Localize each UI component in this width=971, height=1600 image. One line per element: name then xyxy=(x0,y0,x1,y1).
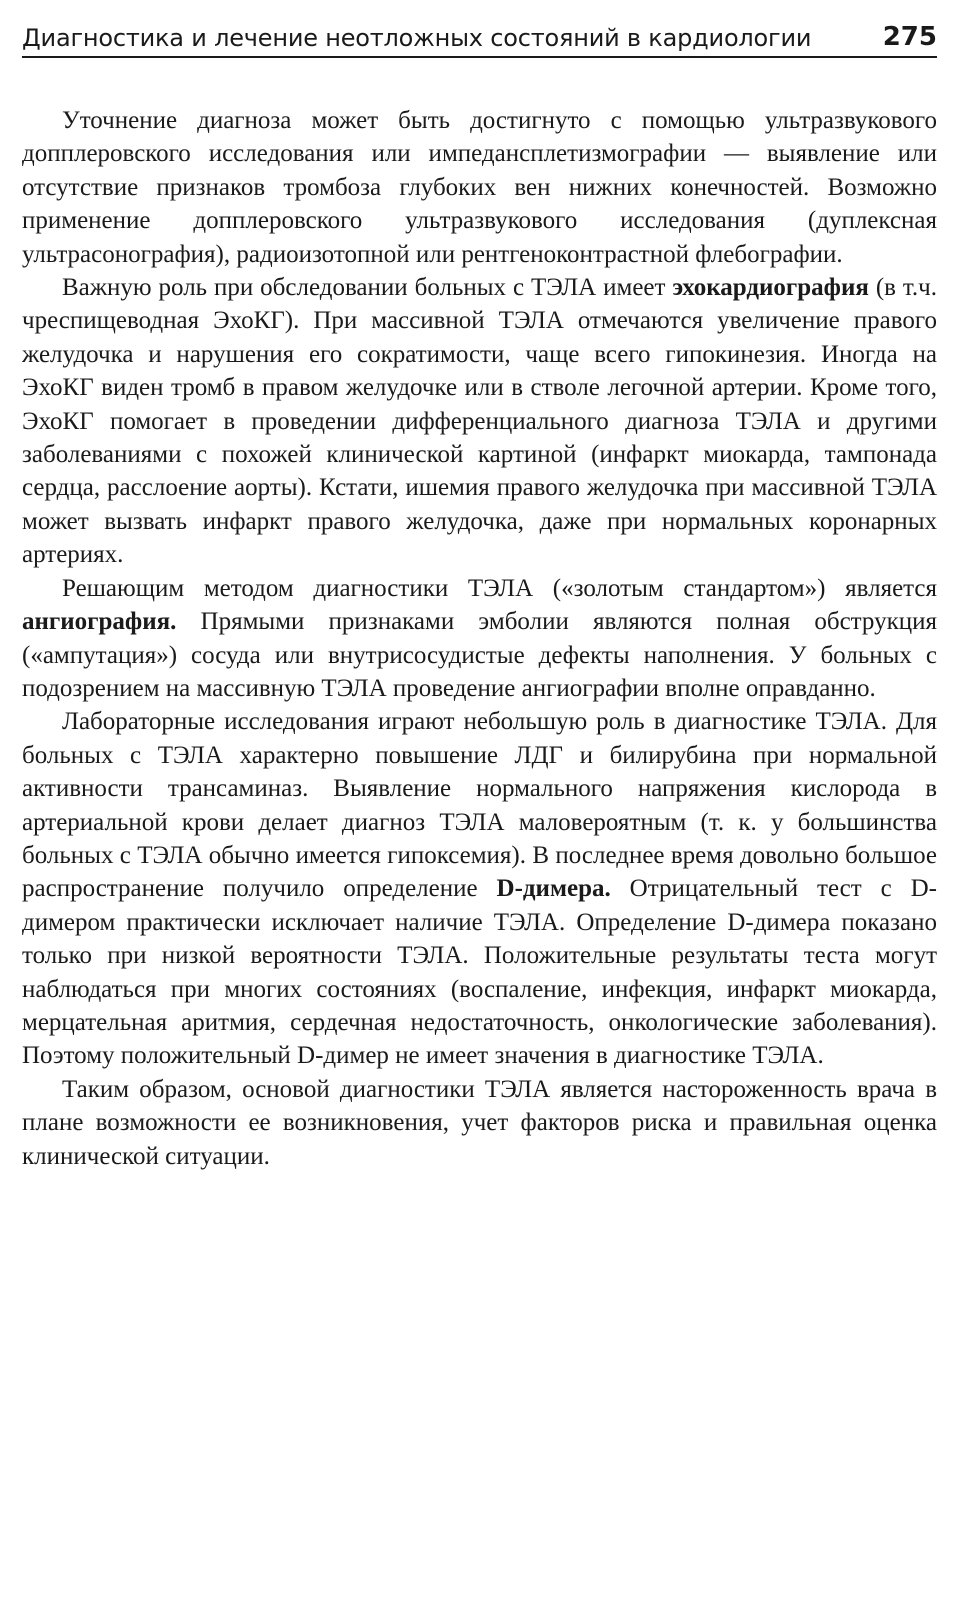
paragraph-text: Важную роль при обследовании больных с ТЭЛА имеет xyxy=(62,274,673,302)
paragraph-text: Прямыми признаками эмболии являются полная обструкция («ампутация») сосуда или внутрисосудистые дефекты наполнения. У больных с подозрением на массивную ТЭЛА проведение ангиографии вполне оправданно. xyxy=(22,608,937,702)
page-number: 275 xyxy=(882,22,937,52)
running-header xyxy=(22,18,937,58)
paragraph-angiography xyxy=(22,572,937,706)
paragraph-text: (в т.ч. чреспищеводная ЭхоКГ). При массивной ТЭЛА отмечаются увеличение правого желудочка и нарушения его сократимости, чаще всего гипокинезия. Иногда на ЭхоКГ виден тромб в правом желудочке или в стволе легочной артерии. Кроме того, ЭхоКГ помогает в проведении дифференциального диагноза ТЭЛА и другими заболеваниями с похожей клинической картиной (инфаркт миокарда, тампонада сердца, расслоение аорты). Кстати, ишемия правого желудочка при массивной ТЭЛА может вызвать инфаркт правого желудочка, даже при нормальных коронарных артериях. xyxy=(22,274,937,569)
paragraph-conclusion: Таким образом, основой диагностики ТЭЛА является настороженность врача в плане возможности ее возникновения, учет факторов риска и правильная оценка клинической ситуации. xyxy=(22,1075,937,1170)
term-echocardiography: эхокардиография xyxy=(672,274,869,302)
term-angiography: ангиография. xyxy=(22,608,177,636)
paragraph-laboratory xyxy=(22,705,937,1072)
paragraph-text: Отрицательный тест с D-димером практически исключает наличие ТЭЛА. Определение D-димера показано только при низкой вероятности ТЭЛА. Положительные результаты теста могут наблюдаться при многих состояниях (воспаление, инфекция, инфаркт миокарда, мерцательная аритмия, сердечная недостаточность, онкологические заболевания). Поэтому положительный D-димер не имеет значения в диагностике ТЭЛА. xyxy=(22,875,937,1070)
paragraph-echocardiography xyxy=(22,271,937,572)
paragraph-text: Лабораторные исследования играют небольшую роль в диагностике ТЭЛА. Для больных с ТЭЛА характерно повышение ЛДГ и билирубина при нормальной активности трансаминаз. Выявление нормального напряжения кислорода в артериальной крови делает диагноз ТЭЛА маловероятным (т. к. у большинства больных с ТЭЛА обычно имеется гипоксемия). В последнее время довольно большое распространение получило определение xyxy=(22,708,937,903)
term-d-dimer: D-димера. xyxy=(496,875,611,903)
paragraph-ultrasound: Уточнение диагноза может быть достигнуто с помощью ультразвукового допплеровского исследования или импедансплетизмографии — выявление или отсутствие признаков тромбоза глубоких вен нижних конечностей. Возможно применение допплеровского ультразвукового исследования (дуплексная ультрасонография), радиоизотопной или рентгеноконтрастной флебографии. xyxy=(22,107,937,268)
paragraph-text: Решающим методом диагностики ТЭЛА («золотым стандартом») является xyxy=(62,574,937,602)
chapter-title: Диагностика и лечение неотложных состояний в кардиологии xyxy=(22,24,812,52)
body-text xyxy=(22,104,937,1173)
